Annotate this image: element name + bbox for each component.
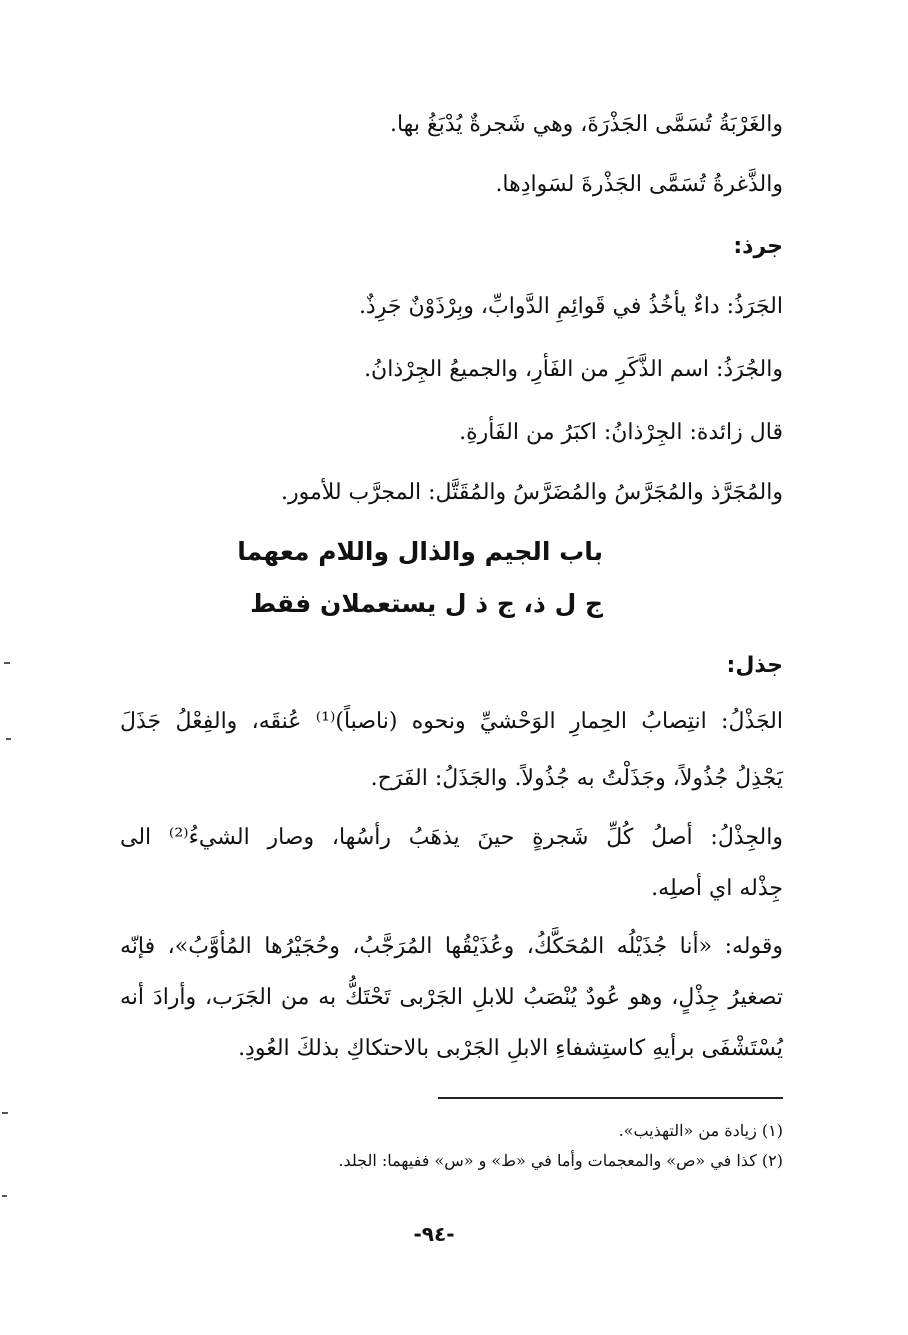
text-line: والمُجَرَّذ والمُجَرَّسُ والمُضَرَّسُ والمُقَتَّل: المجرَّب للأمور.	[280, 480, 783, 505]
footnote: (١) زيادة من «التهذيب».	[618, 1121, 783, 1140]
text-line: والغَرْبَةُ تُسَمَّى الجَذْرَةَ، وهي شَجرةٌ يُدْبَغُ بها.	[389, 112, 783, 137]
text-line: الجَرَذُ: داءٌ يأخُذُ في قَوائِمِ الدَّوابِّ، وبِرْذَوْنٌ جَرِذٌ.	[358, 294, 783, 319]
scan-speck	[6, 738, 11, 740]
text-line: قال زائدة: الجِرْذانُ: اكبَرُ من الفَأرةِ.	[459, 420, 783, 445]
scan-speck	[2, 1195, 7, 1197]
chapter-title: باب الجيم والذال واللام معهما	[237, 537, 603, 566]
text-line: والجُرَذُ: اسم الذَّكَرِ من الفَأرِ، والجميعُ الجِرْذانُ.	[364, 357, 783, 382]
entry-heading-jdhl: جذل:	[726, 653, 783, 678]
text-line: والذَّغرةُ تُسَمَّى الجَذْرةَ لسَوادِها.	[495, 172, 783, 197]
text-line: والجِذْلُ: أصلُ كُلِّ شَجرةٍ حينَ يذهَبُ رأسُها، وصار الشيءُ⁽²⁾ الى	[120, 825, 783, 850]
text-line: وقوله: «أنا جُذَيْلُه المُحَكَّكُ، وعُذَيْقُها المُرَجَّبُ، وحُجَيْرُها المُأوَّبُ»، فإنّه	[120, 934, 783, 959]
footnote: (٢) كذا في «ص» والمعجمات وأما في «ط» و «س» ففيهما: الجلد.	[338, 1151, 783, 1170]
text-line: جِذْله اي أصلِه.	[651, 876, 783, 901]
page-number: -٩٤-	[413, 1222, 455, 1246]
text-line: يُسْتَشْفَى برأيهِ كاستِشفاءِ الابلِ الجَرْبى بالاحتكاكِ بذلكَ العُودِ.	[238, 1036, 783, 1061]
footnote-divider	[438, 1097, 783, 1099]
entry-heading-jrdh: جرذ:	[733, 234, 783, 259]
text-line: الجَذْلُ: انتِصابُ الحِمارِ الوَحْشيِّ ونحوه (ناصباً)⁽¹⁾ عُنقَه، والفِعْلُ جَذَلَ	[120, 709, 784, 734]
text-line: يَجْذِلُ جُذُولاً، وجَذَلْتُ به جُذُولاً. والجَذَلُ: الفَرَح.	[370, 766, 783, 791]
chapter-subtitle: ج ل ذ، ج ذ ل يستعملان فقط	[250, 589, 603, 618]
scan-speck	[4, 662, 10, 664]
scan-speck	[2, 1112, 8, 1114]
text-line: تصغيرُ جِذْلٍ، وهو عُودٌ يُنْصَبُ للابلِ الجَرْبى تَحْتَكُّ به من الجَرَب، وأرادَ أنه	[120, 985, 783, 1010]
